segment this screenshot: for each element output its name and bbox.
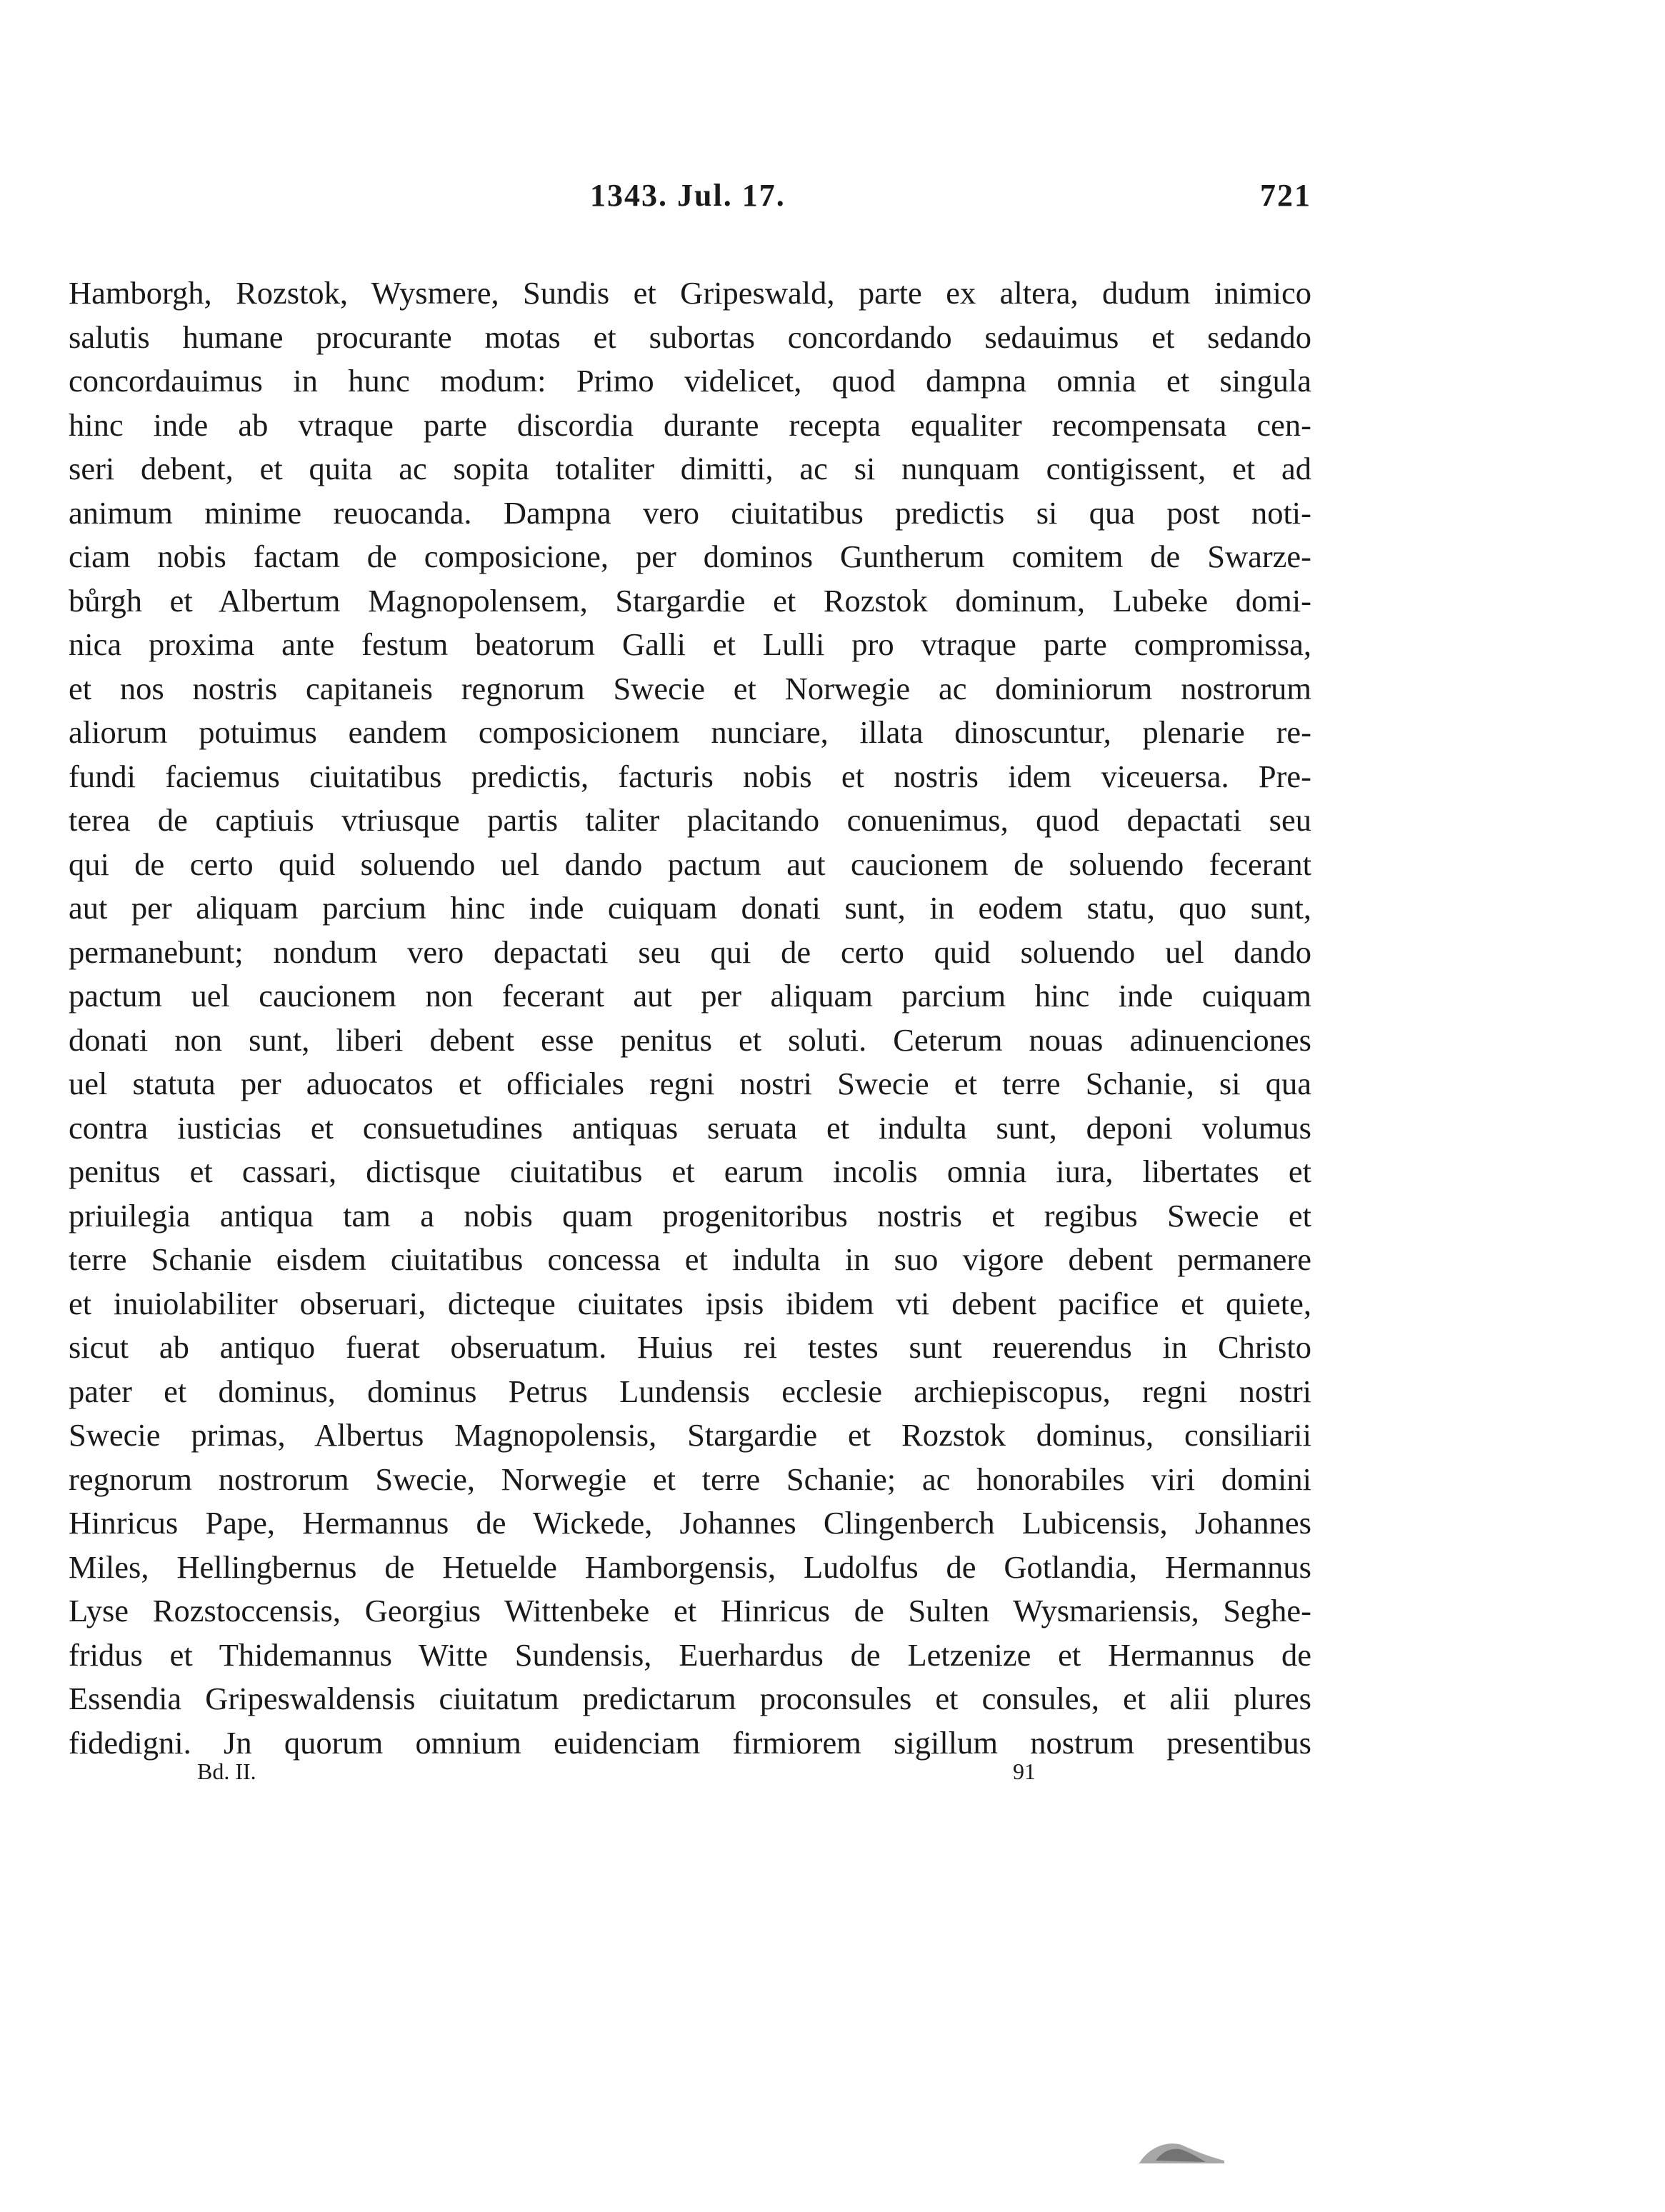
text-line: concordauimus in hunc modum: Primo videlicet, quod dampna omnia et singula — [69, 363, 1311, 399]
text-line: fundi faciemus ciuitatibus predictis, facturis nobis et nostris idem viceuersa. Pre- — [69, 758, 1311, 794]
text-line: seri debent, et quita ac sopita totaliter dimitti, ac si nunquam contigissent, et ad — [69, 451, 1311, 486]
text-line: animum minime reuocanda. Dampna vero ciuitatibus predictis si qua post noti- — [69, 494, 1311, 531]
text-line: Swecie primas, Albertus Magnopolensis, Stargardie et Rozstok dominus, consiliarii — [69, 1417, 1311, 1453]
text-line: bůrgh et Albertum Magnopolensem, Stargardie et Rozstok dominum, Lubeke domi- — [69, 582, 1311, 619]
text-line: uel statuta per aduocatos et officiales regni nostri Swecie et terre Schanie, si qua — [69, 1066, 1311, 1101]
text-line: Hinricus Pape, Hermannus de Wickede, Johannes Clingenberch Lubicensis, Johannes — [69, 1505, 1311, 1541]
text-line: et nos nostris capitaneis regnorum Swecie et Norwegie ac dominiorum nostrorum — [69, 670, 1311, 706]
text-line: terre Schanie eisdem ciuitatibus concessa et indulta in suo vigore debent permanere — [69, 1241, 1311, 1277]
header-date: 1343. Jul. 17. — [590, 178, 786, 213]
text-line: aut per aliquam parcium hinc inde cuiquam donati sunt, in eodem statu, quo sunt, — [69, 890, 1311, 926]
text-line: donati non sunt, liberi debent esse penitus et soluti. Ceterum nouas adinuenciones — [69, 1021, 1311, 1058]
text-line: Essendia Gripeswaldensis ciuitatum predictarum proconsules et consules, et alii plures — [69, 1681, 1311, 1716]
text-line: pactum uel caucionem non fecerant aut per aliquam parcium hinc inde cuiquam — [69, 978, 1311, 1014]
text-line: ciam nobis factam de composicione, per dominos Guntherum comitem de Swarze- — [69, 539, 1311, 574]
text-line: pater et dominus, dominus Petrus Lundensis ecclesie archiepiscopus, regni nostri — [69, 1373, 1311, 1409]
text-line: contra iusticias et consuetudines antiquas seruata et indulta sunt, deponi volumus — [69, 1109, 1311, 1146]
text-line: Hamborgh, Rozstok, Wysmere, Sundis et Gripeswald, parte ex altera, dudum inimico — [69, 275, 1311, 311]
text-line: permanebunt; nondum vero depactati seu qui de certo quid soluendo uel dando — [69, 934, 1311, 970]
text-line: regnorum nostrorum Swecie, Norwegie et terre Schanie; ac honorabiles viri domini — [69, 1461, 1311, 1497]
text-line: fidedigni. Jn quorum omnium euidenciam firmiorem sigillum nostrum presentibus — [69, 1724, 1311, 1761]
page-footer — [69, 1758, 1311, 1794]
text-line: sicut ab antiquo fuerat obseruatum. Huius rei testes sunt reuerendus in Christo — [69, 1329, 1311, 1365]
text-line: fridus et Thidemannus Witte Sundensis, Euerhardus de Letzenize et Hermannus de — [69, 1636, 1311, 1673]
text-line: qui de certo quid soluendo uel dando pactum aut caucionem de soluendo fecerant — [69, 846, 1311, 882]
running-head — [69, 177, 1311, 220]
page-number: 721 — [1260, 178, 1311, 213]
text-line: Miles, Hellingbernus de Hetuelde Hamborgensis, Ludolfus de Gotlandia, Hermannus — [69, 1548, 1311, 1585]
text-line: hinc inde ab vtraque parte discordia durante recepta equaliter recompensata cen- — [69, 406, 1311, 443]
text-line: aliorum potuimus eandem composicionem nunciare, illata dinoscuntur, plenarie re- — [69, 714, 1311, 750]
text-line: et inuiolabiliter obseruari, dicteque ciuitates ipsis ibidem vti debent pacifice et quiete, — [69, 1285, 1311, 1321]
text-line: Lyse Rozstoccensis, Georgius Wittenbeke et Hinricus de Sulten Wysmariensis, Seghe- — [69, 1593, 1311, 1628]
text-line: terea de captiuis vtriusque partis taliter placitando conuenimus, quod depactati seu — [69, 802, 1311, 838]
text-line: priuilegia antiqua tam a nobis quam progenitoribus nostris et regibus Swecie et — [69, 1197, 1311, 1233]
text-line: salutis humane procurante motas et subortas concordando sedauimus et sedando — [69, 319, 1311, 355]
volume-label: Bd. II. — [197, 1758, 256, 1784]
text-line: nica proxima ante festum beatorum Galli et Lulli pro vtraque parte compromissa, — [69, 626, 1311, 662]
charter-text — [69, 271, 1311, 1765]
scan-smudge — [1134, 2139, 1227, 2163]
text-line: penitus et cassari, dictisque ciuitatibus et earum incolis omnia iura, libertates et — [69, 1153, 1311, 1189]
signature-mark: 91 — [1013, 1758, 1036, 1784]
